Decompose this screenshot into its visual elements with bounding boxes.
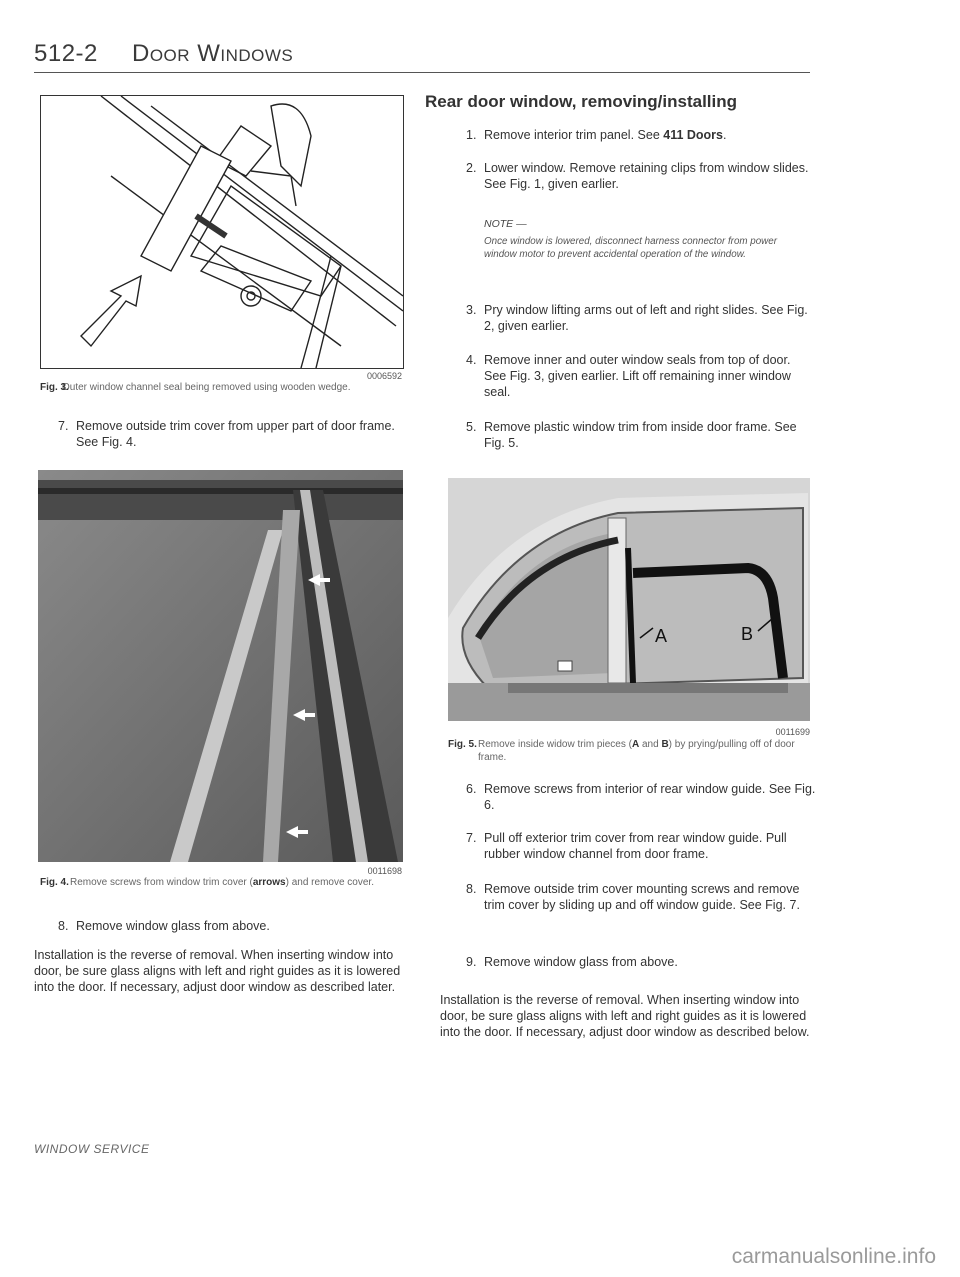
left-step-8-text: Remove window glass from above.: [76, 919, 270, 933]
fig5-caption-text: [448, 738, 813, 764]
right-step-4-text: Remove inner and outer window seals from top of door. See Fig. 3, given earlier. Lift off remaining inner window seal.: [484, 353, 791, 399]
fig4-caption-text: [40, 876, 405, 889]
fig5-caption-mid: and: [639, 739, 662, 750]
page-number: 512-2: [34, 40, 98, 67]
fig5-label: Fig. 5.: [448, 739, 477, 750]
fig5-caption-pre: Remove inside widow trim pieces (: [478, 739, 632, 750]
note-body: Once window is lowered, disconnect harness connector from power window motor to prevent accidental operation of the window.: [484, 236, 777, 260]
right-step-8-num: 8.: [466, 882, 477, 896]
watermark: carmanualsonline.info: [731, 1245, 936, 1268]
right-step-1-text: [466, 127, 816, 143]
right-step-1-num: 1.: [466, 128, 477, 142]
right-step-5: [466, 419, 816, 451]
window-channel-seal-drawing: [41, 96, 403, 368]
fig5-code: 0011699: [775, 727, 810, 737]
right-step-1-post: .: [723, 128, 727, 142]
right-step-4-num: 4.: [466, 353, 477, 367]
right-step-6-text: Remove screws from interior of rear window guide. See Fig. 6.: [484, 782, 816, 812]
right-step-1-pre: Remove interior trim panel. See: [484, 128, 664, 142]
fig4-photo: [38, 470, 403, 862]
right-installation-text: Installation is the reverse of removal. When inserting window into door, be sure glass aligns with left and right guides as it is lowered into the door. If necessary, adjust door window as described below.: [440, 993, 810, 1039]
right-step-2-text: Lower window. Remove retaining clips from window slides. See Fig. 1, given earlier.: [484, 161, 809, 191]
right-step-1: [466, 127, 816, 143]
right-step-6-num: 6.: [466, 782, 477, 796]
section-title: Rear door window, removing/installing: [425, 92, 738, 111]
callout-b: B: [741, 624, 754, 644]
doors-reference: 411 Doors: [663, 128, 724, 142]
fig4-caption-pre: Remove screws from window trim cover (: [70, 877, 253, 888]
right-step-2: [466, 160, 816, 192]
left-step-7-num: 7.: [58, 419, 69, 433]
right-step-8-text: Remove outside trim cover mounting screws and remove trim cover by sliding up and off window guide. See Fig. 7.: [484, 882, 800, 912]
fig5-caption-a: A: [631, 739, 640, 750]
fig4-caption-post: ) and remove cover.: [285, 877, 374, 888]
right-step-7: [466, 830, 816, 862]
rear-door-photo: [448, 478, 810, 721]
fig4-caption: [40, 876, 405, 889]
right-step-3: [466, 302, 816, 334]
page-title: Door Windows: [132, 40, 294, 67]
right-step-7-num: 7.: [466, 831, 477, 845]
right-step-9-num: 9.: [466, 955, 477, 969]
fig3-caption-text: Outer window channel seal being removed using wooden wedge.: [62, 382, 351, 393]
right-step-8: [466, 881, 816, 913]
right-step-3-text: Pry window lifting arms out of left and right slides. See Fig. 2, given earlier.: [484, 303, 808, 333]
fig5-photo: [448, 478, 810, 721]
fig4-code: 0011698: [367, 866, 402, 876]
left-step-8-num: 8.: [58, 919, 69, 933]
right-step-5-num: 5.: [466, 420, 477, 434]
left-step-7: [58, 418, 408, 450]
fig3-code: 0006592: [366, 371, 402, 381]
fig3-caption: [40, 381, 405, 394]
left-step-8: [58, 918, 408, 934]
right-step-6: [466, 781, 816, 813]
fig5-caption-post: ) by prying/pulling off of door frame.: [478, 739, 795, 763]
fig4-label: Fig. 4.: [40, 877, 69, 888]
fig5-caption: [448, 738, 813, 764]
footer-label: WINDOW SERVICE: [34, 1142, 150, 1156]
fig3-label: Fig. 3.: [40, 382, 69, 393]
callout-a: A: [655, 626, 668, 646]
right-step-9-text: Remove window glass from above.: [484, 955, 678, 969]
door-frame-photo: [38, 470, 403, 862]
note-heading: NOTE —: [484, 218, 527, 230]
right-step-5-text: Remove plastic window trim from inside door frame. See Fig. 5.: [484, 420, 797, 450]
fig3-illustration: [40, 95, 404, 369]
fig4-caption-arrows: arrows: [252, 877, 286, 888]
fig5-caption-b: B: [661, 739, 669, 750]
left-installation-text: Installation is the reverse of removal. When inserting window into door, be sure glass aligns with left and right guides as it is lowered into the door. If necessary, adjust door window as described later.: [34, 948, 401, 994]
right-step-9: [466, 954, 816, 970]
right-step-3-num: 3.: [466, 303, 477, 317]
header-divider: [34, 72, 810, 73]
right-step-4: [466, 352, 816, 400]
right-step-7-text: Pull off exterior trim cover from rear window guide. Pull rubber window channel from door frame.: [484, 831, 787, 861]
right-step-2-num: 2.: [466, 161, 477, 175]
left-step-7-text: Remove outside trim cover from upper part of door frame. See Fig. 4.: [76, 419, 395, 449]
